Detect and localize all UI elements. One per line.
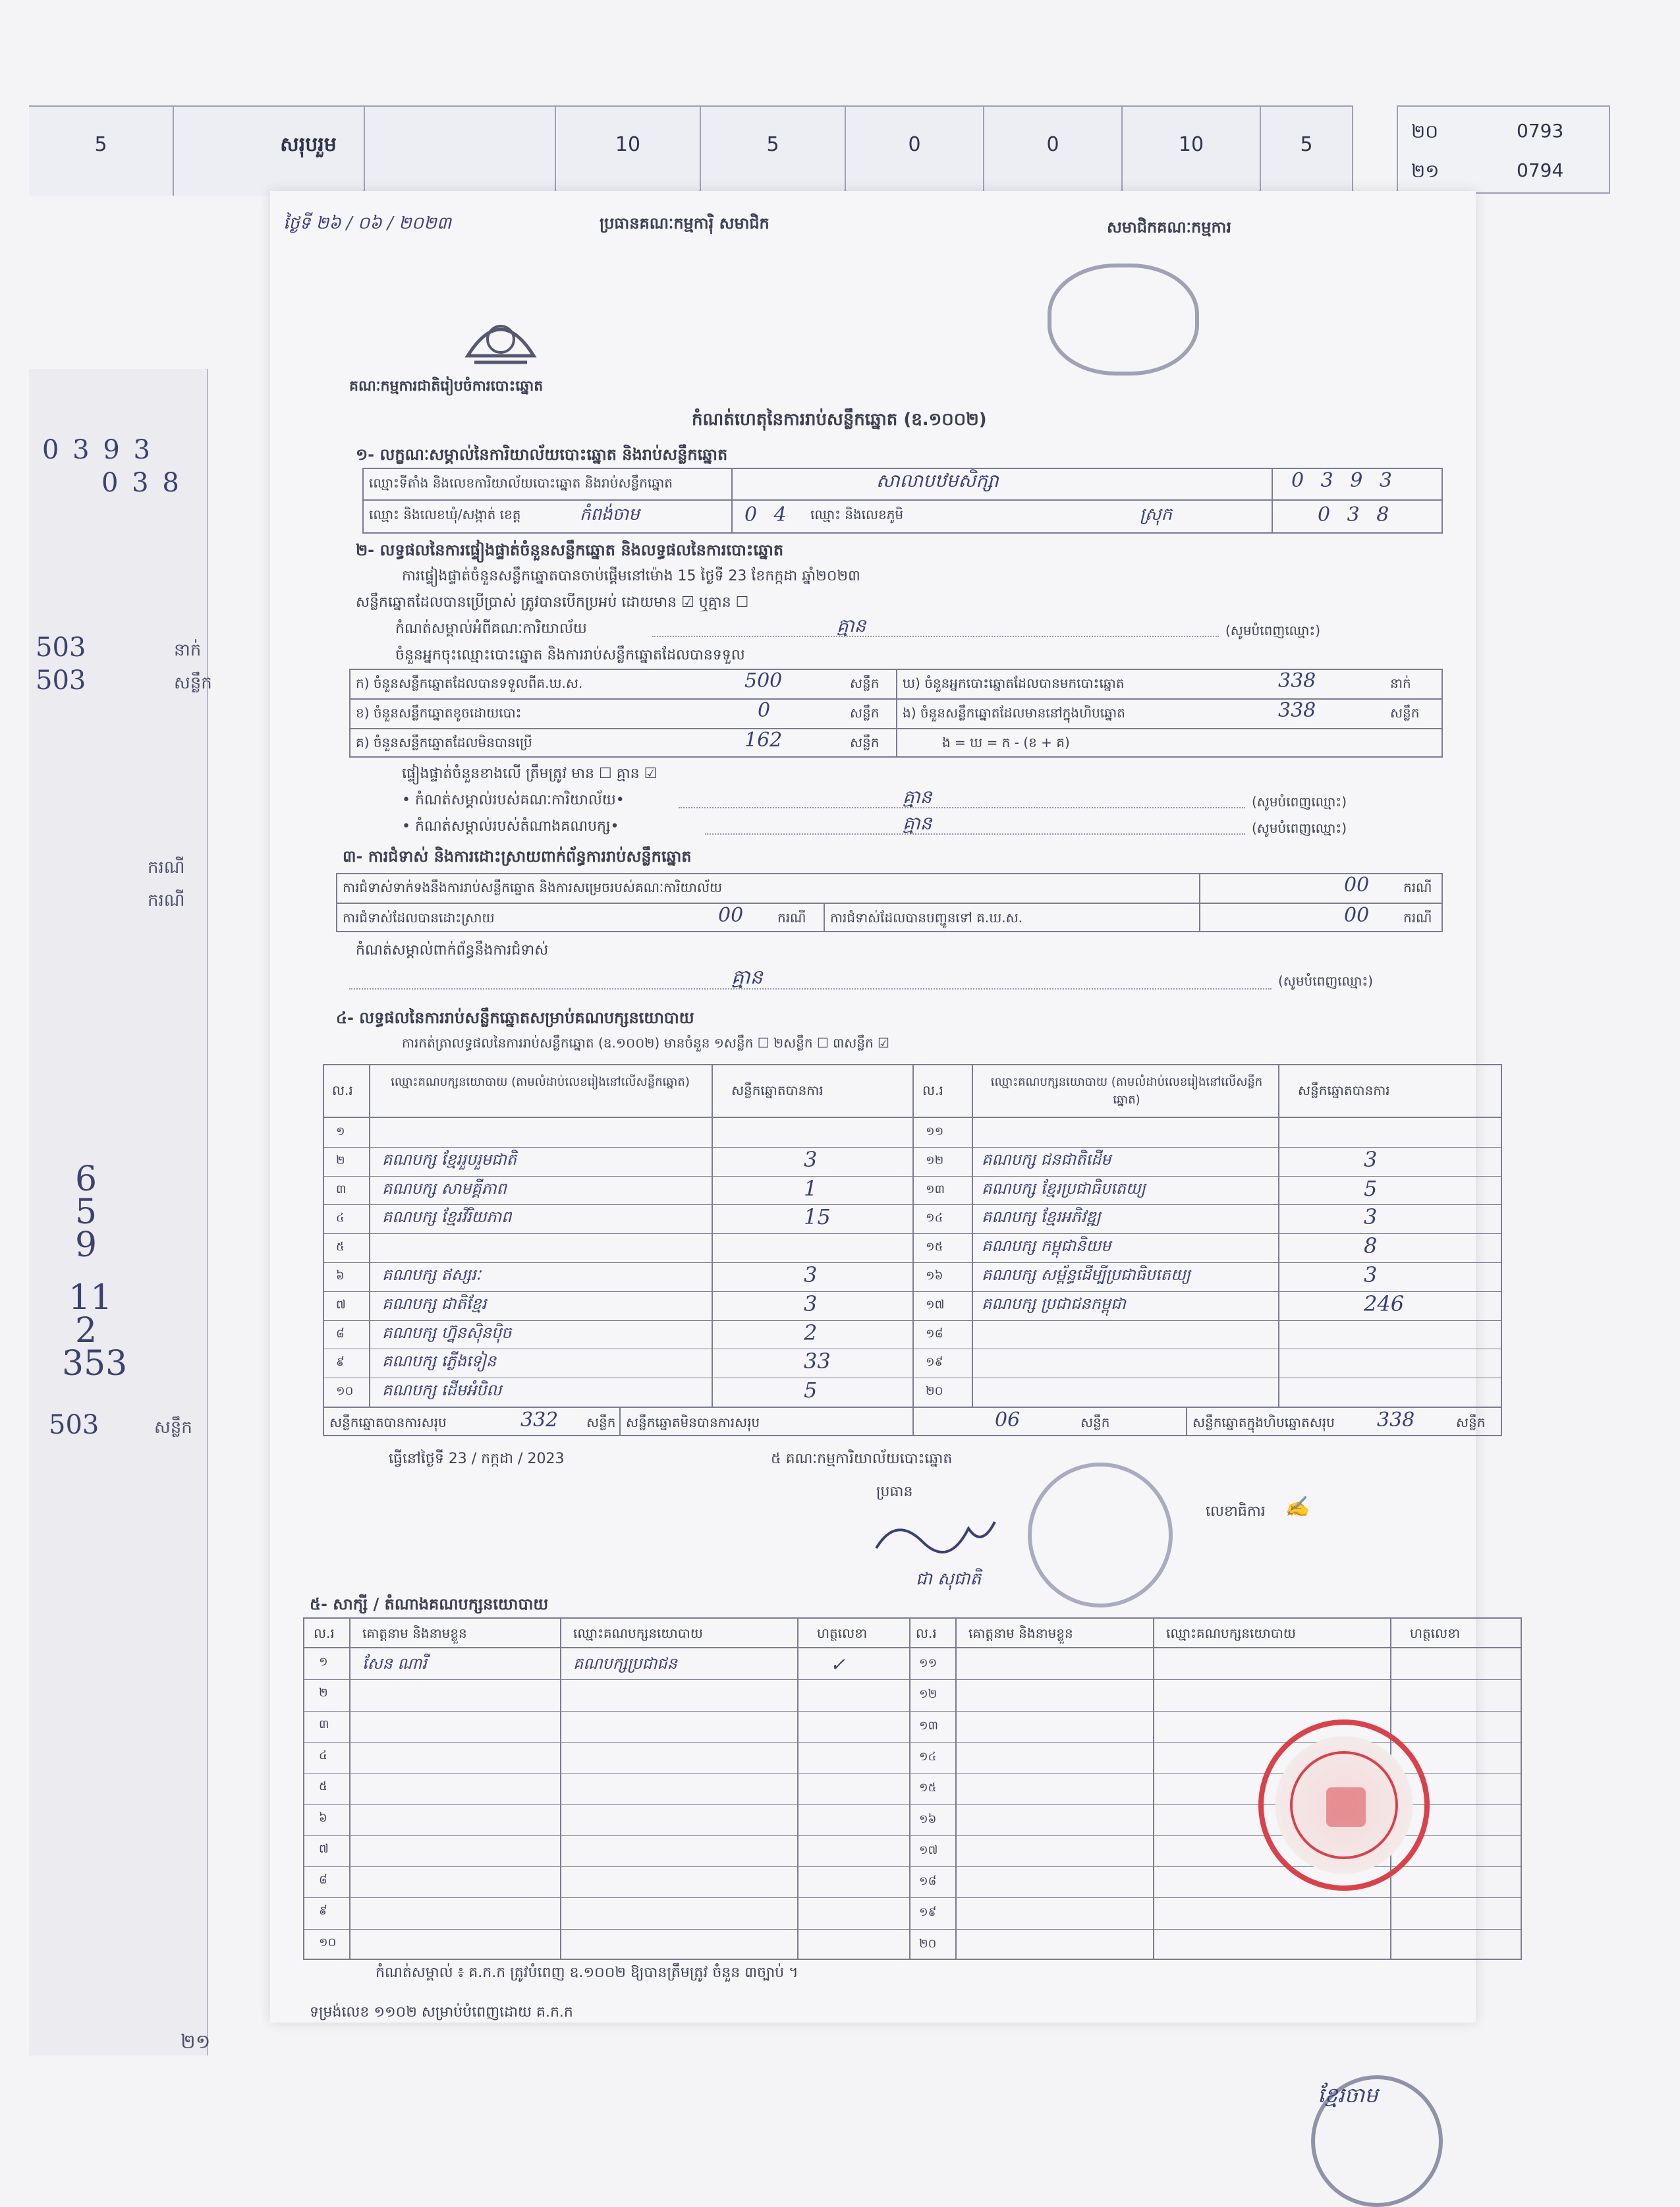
divider — [336, 903, 1443, 904]
vote-row-no: ១១ — [926, 1125, 944, 1138]
strip-number: 11 — [69, 1278, 113, 1318]
witness-row-name: សែន ណារី — [362, 1654, 427, 1673]
s2-remark3-label: • កំណត់សម្គាល់របស់តំណាងគណបក្ស• — [402, 818, 619, 835]
row-divider — [323, 1262, 912, 1263]
divider — [349, 1617, 350, 1960]
s2-remark2-value: គ្មាន — [903, 786, 932, 808]
w-col-sign: ហត្ថលេខា — [817, 1625, 868, 1641]
s3-row2-label: ការជំទាស់ដែលបានដោះស្រាយ — [343, 910, 495, 926]
s2-item-right-unit: នាក់ — [1390, 675, 1411, 691]
vote-row-party: គណបក្ស កម្ពុជានិយម — [982, 1237, 1111, 1256]
row-divider — [912, 1320, 1502, 1321]
total-unit: សន្លឹក — [586, 1414, 616, 1430]
vote-row-party: គណបក្ស សម្ព័ន្ធដើម្បីប្រជាធិបតេយ្យ — [982, 1266, 1190, 1284]
strip-total: 503 — [49, 1410, 99, 1440]
vote-row-votes: 8 — [1364, 1233, 1378, 1259]
vote-row-no: ៥ — [336, 1240, 345, 1254]
divider — [972, 1064, 973, 1407]
total-unit: សន្លឹក — [1080, 1414, 1110, 1430]
witness-row-no: ៨ — [319, 1873, 327, 1887]
witness-row-no: ៣ — [319, 1717, 329, 1731]
s2-item-unit: សន្លឹក — [850, 735, 880, 750]
s2-item-label: ខ) ចំនួនសន្លឹកឆ្នោតខូចដោយបោះ — [356, 705, 522, 721]
committee-right: សមាជិកគណៈកម្មការ — [1107, 218, 1231, 237]
bg-cell — [365, 107, 556, 196]
divider — [797, 1617, 798, 1960]
vote-row-party: គណបក្ស ខ្មែរអភិវឌ្ឍ — [982, 1208, 1101, 1227]
committee-line: ប្រធានគណៈកម្មការ៉ិ សមាជិក — [600, 214, 770, 233]
bg-code: 0793 — [1517, 120, 1564, 142]
witness-row-no: ១៩ — [919, 1905, 937, 1920]
vote-row-votes: 15 — [804, 1204, 831, 1230]
w-col-no: ល.រ — [916, 1625, 937, 1641]
vote-row-party: គណបក្ស សាមគ្គីភាព — [382, 1179, 507, 1198]
s2-item-value: 162 — [744, 729, 783, 752]
divider — [619, 1407, 621, 1436]
strip-number: 2 — [75, 1311, 98, 1351]
vote-row-party: គណបក្ស ខ្មែររួបរួមជាតិ — [382, 1150, 517, 1169]
bg-cell: 5 — [29, 107, 174, 196]
col-votes: សន្លឹកឆ្នោតបានការ — [731, 1082, 824, 1098]
row-divider — [912, 1291, 1502, 1292]
vote-row-party: គណបក្ស ប្រជាជនកម្ពុជា — [982, 1294, 1126, 1313]
strip-number: 353 — [62, 1344, 128, 1383]
s1-row1-code: 0 3 9 3 — [1291, 469, 1397, 492]
s2-remark-fill: (សូមបំពេញឈ្មោះ) — [1252, 820, 1347, 836]
divider — [1153, 1617, 1154, 1960]
vote-row-no: ២០ — [926, 1384, 943, 1399]
divider — [362, 499, 1443, 501]
chair-name: ជា សុជាតិ — [916, 1569, 982, 1589]
vote-row-no: ១៨ — [926, 1326, 943, 1341]
official-red-seal-icon — [1258, 1719, 1430, 1891]
row-divider — [912, 1176, 1502, 1177]
s2-item-value: 0 — [758, 699, 771, 722]
s2-remark-label: កំណត់សម្គាល់អំពីគណៈការិយាល័យ — [395, 621, 587, 637]
fill-line — [349, 988, 1272, 990]
s2-item-label: គ) ចំនួនសន្លឹកឆ្នោតដែលមិនបានប្រើ — [356, 735, 532, 750]
vote-row-votes: 5 — [1364, 1175, 1378, 1201]
divider — [323, 1407, 1502, 1408]
s4-note: ការកត់ត្រាលទ្ធផលនៃការរាប់សន្លឹកឆ្នោត (ឧ.១០០២) មានចំនួន ១សន្លឹក ☐ ២សន្លឹក ☐ ៣សន្លឹក ☑ — [402, 1035, 889, 1051]
row-divider — [303, 1679, 1522, 1680]
bg-cell: 10 — [1123, 107, 1261, 196]
divider — [909, 1617, 910, 1960]
divider — [1199, 873, 1200, 932]
row-divider — [912, 1204, 1502, 1205]
fill-line — [679, 807, 1245, 808]
total-invalid: 06 — [995, 1409, 1021, 1432]
witness-row-no: ១៣ — [919, 1718, 939, 1733]
vote-row-votes: 2 — [804, 1320, 818, 1345]
vote-row-no: ១៣ — [926, 1182, 945, 1196]
row-divider — [323, 1147, 912, 1148]
strip-value: 503 — [36, 632, 86, 663]
vote-row-votes: 1 — [804, 1175, 818, 1201]
witness-row-no: ៤ — [319, 1748, 327, 1762]
secretary-label: លេខាធិការ — [1206, 1503, 1266, 1520]
strip-value: 503 — [36, 665, 86, 696]
s4-committee: ៥ គណៈកម្មការិយាល័យបោះឆ្នោត — [771, 1451, 953, 1467]
vote-row-votes: 3 — [804, 1146, 818, 1172]
divider — [1186, 1407, 1187, 1436]
row-divider — [303, 1711, 1522, 1712]
s2-item-right-label: ឃ) ចំនួនអ្នកបោះឆ្នោតដែលបានមកបោះឆ្នោត — [903, 675, 1125, 691]
strip-bottom: ២១ — [181, 2030, 211, 2053]
row-divider — [912, 1262, 1502, 1263]
bg-cell: 5 — [1261, 107, 1353, 196]
s2-compare: ផ្ទៀងផ្ទាត់ចំនួនខាងលើ ត្រឹមត្រូវ មាន ☐ គ្មាន ☑ — [402, 766, 658, 782]
strip-unit: សន្លឹក — [174, 673, 212, 693]
s2-item-right-value: 338 — [1278, 669, 1316, 692]
s2-intro: ចំនួនអ្នកចុះឈ្មោះបោះឆ្នោត និងការរាប់សន្លឹកឆ្នោតដែលបានទទួល — [395, 647, 745, 663]
vote-row-no: ៨ — [336, 1326, 345, 1341]
s3-row2-unit: ករណី — [777, 910, 806, 926]
vote-row-votes: 3 — [1364, 1146, 1378, 1172]
row-divider — [323, 1320, 912, 1321]
org-name: គណៈកម្មការជាតិរៀបចំការបោះឆ្នោត — [349, 378, 544, 395]
vote-row-party: គណបក្ស ហ្វ៊ុនស៊ិនប៉ិច — [382, 1323, 512, 1342]
vote-row-no: ១ — [336, 1125, 345, 1138]
s2-item-unit: សន្លឹក — [850, 705, 880, 721]
s2-note-line: សន្លឹកឆ្នោតដែលបានប្រើប្រាស់ ត្រូវបានបើកប្រអប់ ដោយមាន ☑ ឬគ្មាន ☐ — [356, 594, 749, 611]
vote-row-party: គណបក្ស ឥស្សរៈ — [382, 1266, 481, 1284]
divider — [1278, 1064, 1279, 1407]
vote-row-no: ១២ — [926, 1153, 944, 1167]
vote-row-no: ១៦ — [926, 1269, 943, 1283]
w-col-party: ឈ្មោះគណបក្សនយោបាយ — [573, 1625, 703, 1641]
divider — [896, 669, 897, 758]
vote-row-votes: 3 — [804, 1262, 818, 1287]
witness-row-no: ១២ — [919, 1687, 938, 1702]
witness-row-no: ១ — [319, 1655, 328, 1669]
section2-heading: ២- លទ្ធផលនៃការផ្ទៀងផ្ទាត់ចំនួនសន្លឹកឆ្នោត និងលទ្ធផលនៃការបោះឆ្នោត — [356, 541, 784, 559]
form-footer: ទម្រង់លេខ ១១០២ សម្រាប់បំពេញដោយ គ.ក.ក — [310, 2004, 573, 2021]
divider — [1272, 468, 1273, 534]
s3-row1-unit: ករណី — [1403, 880, 1432, 895]
divider — [560, 1617, 561, 1960]
witness-row-no: ១៧ — [919, 1843, 938, 1857]
bg-no: ២០ — [1411, 121, 1439, 142]
official-stamp-icon — [1048, 264, 1199, 376]
witness-row-no: ២០ — [919, 1936, 937, 1951]
s2-item-right-value: 338 — [1278, 699, 1316, 722]
strip-code: 0 3 9 3 — [42, 435, 153, 465]
s2-time-line: ការផ្ទៀងផ្ទាត់ចំនួនសន្លឹកឆ្នោតបានចាប់ផ្តើមនៅម៉ោង 15 ថ្ងៃទី 23 ខែកក្កដា ឆ្នាំ២០២៣ — [402, 568, 860, 584]
vote-row-no: ១៩ — [926, 1355, 943, 1370]
vote-row-no: ៤ — [336, 1211, 345, 1225]
s1-row1-value: សាលាបឋមសិក្សា — [876, 470, 999, 491]
vote-row-votes: 3 — [1364, 1204, 1378, 1230]
bg-cell: 0 — [846, 107, 984, 196]
fill-line — [652, 636, 1219, 637]
vote-row-votes: 3 — [1364, 1262, 1378, 1287]
s3-row2b-unit: ករណី — [1403, 910, 1432, 926]
strip-unit: ករណី — [148, 858, 185, 878]
row-divider — [912, 1147, 1502, 1148]
witness-row-no: ១០ — [319, 1935, 337, 1949]
strip-number: 9 — [75, 1225, 98, 1265]
divider — [731, 468, 733, 534]
background-top-row — [29, 105, 1353, 196]
s3-remark-label: កំណត់សម្គាល់ពាក់ព័ន្ធនឹងការជំទាស់ — [356, 942, 549, 959]
vote-row-votes: 33 — [804, 1349, 831, 1374]
vote-row-votes: 246 — [1364, 1291, 1405, 1316]
vote-row-votes: 5 — [804, 1378, 818, 1403]
vote-row-party: គណបក្ស ភ្លើងទៀន — [382, 1352, 497, 1371]
witness-row-no: ១៥ — [919, 1781, 937, 1795]
w-col-no: ល.រ — [314, 1625, 335, 1641]
total-valid: 332 — [520, 1409, 559, 1432]
s2-item-unit: សន្លឹក — [850, 675, 880, 691]
s2-item-value: 500 — [744, 669, 783, 692]
background-left-strip — [29, 369, 212, 2055]
section3-heading: ៣- ការជំទាស់ និងការដោះស្រាយពាក់ព័ន្ធការរាប់សន្លឹកឆ្នោត — [343, 847, 692, 866]
form-title: កំណត់ហេតុនៃការរាប់សន្លឹកឆ្នោត (ឧ.១០០២) — [692, 410, 987, 430]
s2-formula: ង = ឃ = ក - (ខ + គ) — [942, 735, 1070, 750]
s3-row2b-value: 00 — [1344, 904, 1370, 927]
chair-label: ប្រធាន — [876, 1484, 913, 1500]
row-divider — [323, 1291, 912, 1292]
vote-row-no: ៣ — [336, 1182, 347, 1196]
committee-seal-icon — [1028, 1463, 1173, 1607]
col-party: ឈ្មោះគណបក្សនយោបាយ (តាមលំដាប់លេខរៀងនៅលើសន្លឹកឆ្នោត) — [990, 1075, 1263, 1107]
row-divider — [303, 1897, 1522, 1898]
col-party: ឈ្មោះគណបក្សនយោបាយ (តាមលំដាប់លេខរៀងនៅលើសន្លឹកឆ្នោត) — [391, 1075, 690, 1089]
witness-row-no: ៩ — [319, 1904, 327, 1918]
divider — [369, 1064, 370, 1407]
divider — [824, 903, 825, 932]
s1-row2-code2: 0 3 8 — [1318, 503, 1395, 526]
nec-emblem-icon — [461, 303, 540, 369]
secretary-signature-icon: ✍ — [1285, 1495, 1310, 1519]
vote-row-no: ១៤ — [926, 1211, 943, 1225]
bg-cell: 10 — [556, 107, 701, 196]
s2-item-right-unit: សន្លឹក — [1390, 705, 1420, 721]
bg-code: 0794 — [1517, 159, 1564, 181]
footnote: កំណត់សម្គាល់ ៖ គ.ក.ក ត្រូវបំពេញ ឧ.១០០២ ឱ្យបានត្រឹមត្រូវ ចំនួន ៣ច្បាប់ ។ — [376, 1965, 798, 1981]
s1-row2-value: កំពង់ចាម — [580, 505, 640, 524]
s1-row2-code1: 0 4 — [744, 503, 792, 526]
s3-remark-value: គ្មាន — [731, 966, 763, 989]
row-divider — [303, 1929, 1522, 1930]
total-valid-label: សន្លឹកឆ្នោតបានការសរុប — [329, 1414, 447, 1430]
s1-row1-label: ឈ្មោះទីតាំង និងលេខការិយាល័យបោះឆ្នោត និងរាប់សន្លឹកឆ្នោត — [369, 475, 673, 491]
vote-row-party: គណបក្ស ជនជាតិដើម — [982, 1150, 1111, 1169]
row-divider — [323, 1176, 912, 1177]
vote-row-no: ១០ — [336, 1384, 354, 1399]
divider — [912, 1064, 914, 1436]
witness-row-no: ១៦ — [919, 1812, 937, 1826]
vote-row-party: គណបក្ស ដើមអំបិល — [382, 1381, 502, 1400]
section5-heading: ៥- សាក្សី / តំណាងគណបក្សនយោបាយ — [310, 1595, 549, 1613]
s2-remark-value: គ្មាន — [837, 615, 866, 636]
bg-cell: 5 — [701, 107, 846, 196]
strip-number: 5 — [75, 1192, 98, 1232]
s2-remark3-value: គ្មាន — [903, 812, 932, 834]
total-box-label: សន្លឹកឆ្នោតក្នុងហិបឆ្នោតសរុប — [1192, 1414, 1335, 1430]
vote-row-no: ១៧ — [926, 1297, 945, 1312]
witness-row-no: ១១ — [919, 1656, 938, 1670]
witness-row-sign: ✓ — [830, 1654, 846, 1675]
section1-heading: ១- លក្ខណៈសម្គាល់នៃការិយាល័យបោះឆ្នោត និងរាប់សន្លឹកឆ្នោត — [356, 445, 728, 464]
s3-row1: ការជំទាស់ទាក់ទងនឹងការរាប់សន្លឹកឆ្នោត និងការសម្រេចរបស់គណៈការិយាល័យ — [343, 880, 723, 895]
witness-row-party: គណបក្សប្រជាជន — [573, 1654, 677, 1673]
s1-row2-code-label: ឈ្មោះ និងលេខភូមិ — [810, 507, 904, 522]
s2-remark-suffix: (សូមបំពេញឈ្មោះ) — [1225, 623, 1321, 638]
s4-date-line: ធ្វើនៅថ្ងៃទី 23 / កក្កដា / 2023 — [389, 1451, 565, 1467]
vote-row-no: ១៥ — [926, 1240, 943, 1254]
bottom-right-note: ខ្មែរចាម — [1318, 2082, 1378, 2108]
s2-remark-fill: (សូមបំពេញឈ្មោះ) — [1252, 794, 1347, 810]
vote-row-party: គណបក្ស ជាតិខ្មែរ — [382, 1294, 487, 1313]
s2-item-label: ក) ចំនួនសន្លឹកឆ្នោតដែលបានទទួលពីគ.ឃ.ស. — [356, 675, 583, 691]
divider — [712, 1064, 713, 1407]
strip-total-unit: សន្លឹក — [154, 1418, 192, 1438]
strip-unit: ករណី — [148, 891, 185, 910]
vote-row-no: ២ — [336, 1153, 345, 1167]
vote-row-no: ៧ — [336, 1297, 346, 1312]
witness-row-no: ១៤ — [919, 1749, 937, 1764]
w-col-party: ឈ្មោះគណបក្សនយោបាយ — [1166, 1625, 1296, 1641]
witness-row-no: ២ — [319, 1686, 328, 1700]
s1-row2-value2: ស្រុក — [1140, 505, 1173, 524]
form-1102 — [283, 213, 1486, 2021]
section4-heading: ៤- លទ្ធផលនៃការរាប់សន្លឹកឆ្នោតសម្រាប់គណបក្សនយោបាយ — [336, 1009, 694, 1027]
col-no: ល.រ — [332, 1082, 353, 1098]
s3-row1-value: 00 — [1344, 874, 1370, 897]
vote-row-party: គណបក្ស ខ្មែរប្រជាធិបតេយ្យ — [982, 1179, 1146, 1198]
divider — [955, 1617, 957, 1960]
s1-row2-label: ឈ្មោះ និងលេខឃុំ/សង្កាត់ ខេត្ត — [369, 507, 521, 522]
col-no: ល.រ — [922, 1082, 943, 1098]
background-code-box — [1397, 105, 1610, 194]
vote-row-no: ៦ — [336, 1269, 345, 1283]
s3-row2b-label: ការជំទាស់ដែលបានបញ្ជូនទៅ គ.ឃ.ស. — [830, 910, 1023, 926]
witness-row-no: ៥ — [319, 1779, 327, 1794]
w-col-sign: ហត្ថលេខា — [1410, 1625, 1461, 1641]
strip-number: 6 — [75, 1159, 98, 1199]
w-col-name: គោត្តនាម និងនាមខ្លួន — [362, 1625, 467, 1641]
divider — [303, 1647, 1522, 1648]
s3-row2-value: 00 — [718, 904, 744, 927]
bg-cell: 0 — [984, 107, 1123, 196]
vote-row-votes: 3 — [804, 1291, 818, 1316]
s2-item-right-label: ង) ចំនួនសន្លឹកឆ្នោតដែលមាននៅក្នុងហិបឆ្នោត — [903, 705, 1125, 721]
witness-row-no: ៧ — [319, 1841, 329, 1856]
s2-remark2-label: • កំណត់សម្គាល់របស់គណៈការិយាល័យ• — [402, 792, 625, 808]
row-divider — [912, 1233, 1502, 1234]
total-invalid-label: សន្លឹកឆ្នោតមិនបានការសរុប — [626, 1414, 760, 1430]
date-line: ថ្ងៃទី ២៦ / ០៦ / ២០២៣ — [283, 213, 451, 233]
total-box: 338 — [1377, 1409, 1415, 1432]
col-votes: សន្លឹកឆ្នោតបានការ — [1298, 1082, 1390, 1098]
vote-row-party: គណបក្ស ខ្មែរវិរិយភាព — [382, 1208, 512, 1227]
fill-line — [705, 833, 1245, 835]
vote-row-no: ៩ — [336, 1355, 345, 1370]
witness-row-no: ១៨ — [919, 1874, 937, 1889]
strip-unit: នាក់ — [174, 640, 202, 660]
chair-signature-icon — [870, 1509, 1001, 1568]
s3-remark-suffix: (សូមបំពេញឈ្មោះ) — [1278, 973, 1374, 989]
strip-code: 0 3 8 — [101, 468, 182, 498]
total-unit: សន្លឹក — [1456, 1414, 1486, 1430]
witness-row-no: ៦ — [319, 1810, 327, 1825]
w-col-name: គោត្តនាម និងនាមខ្លួន — [968, 1625, 1073, 1641]
bg-cell: សរុបរួម — [253, 107, 365, 196]
row-divider — [323, 1233, 912, 1234]
bg-no: ២១ — [1411, 160, 1440, 182]
